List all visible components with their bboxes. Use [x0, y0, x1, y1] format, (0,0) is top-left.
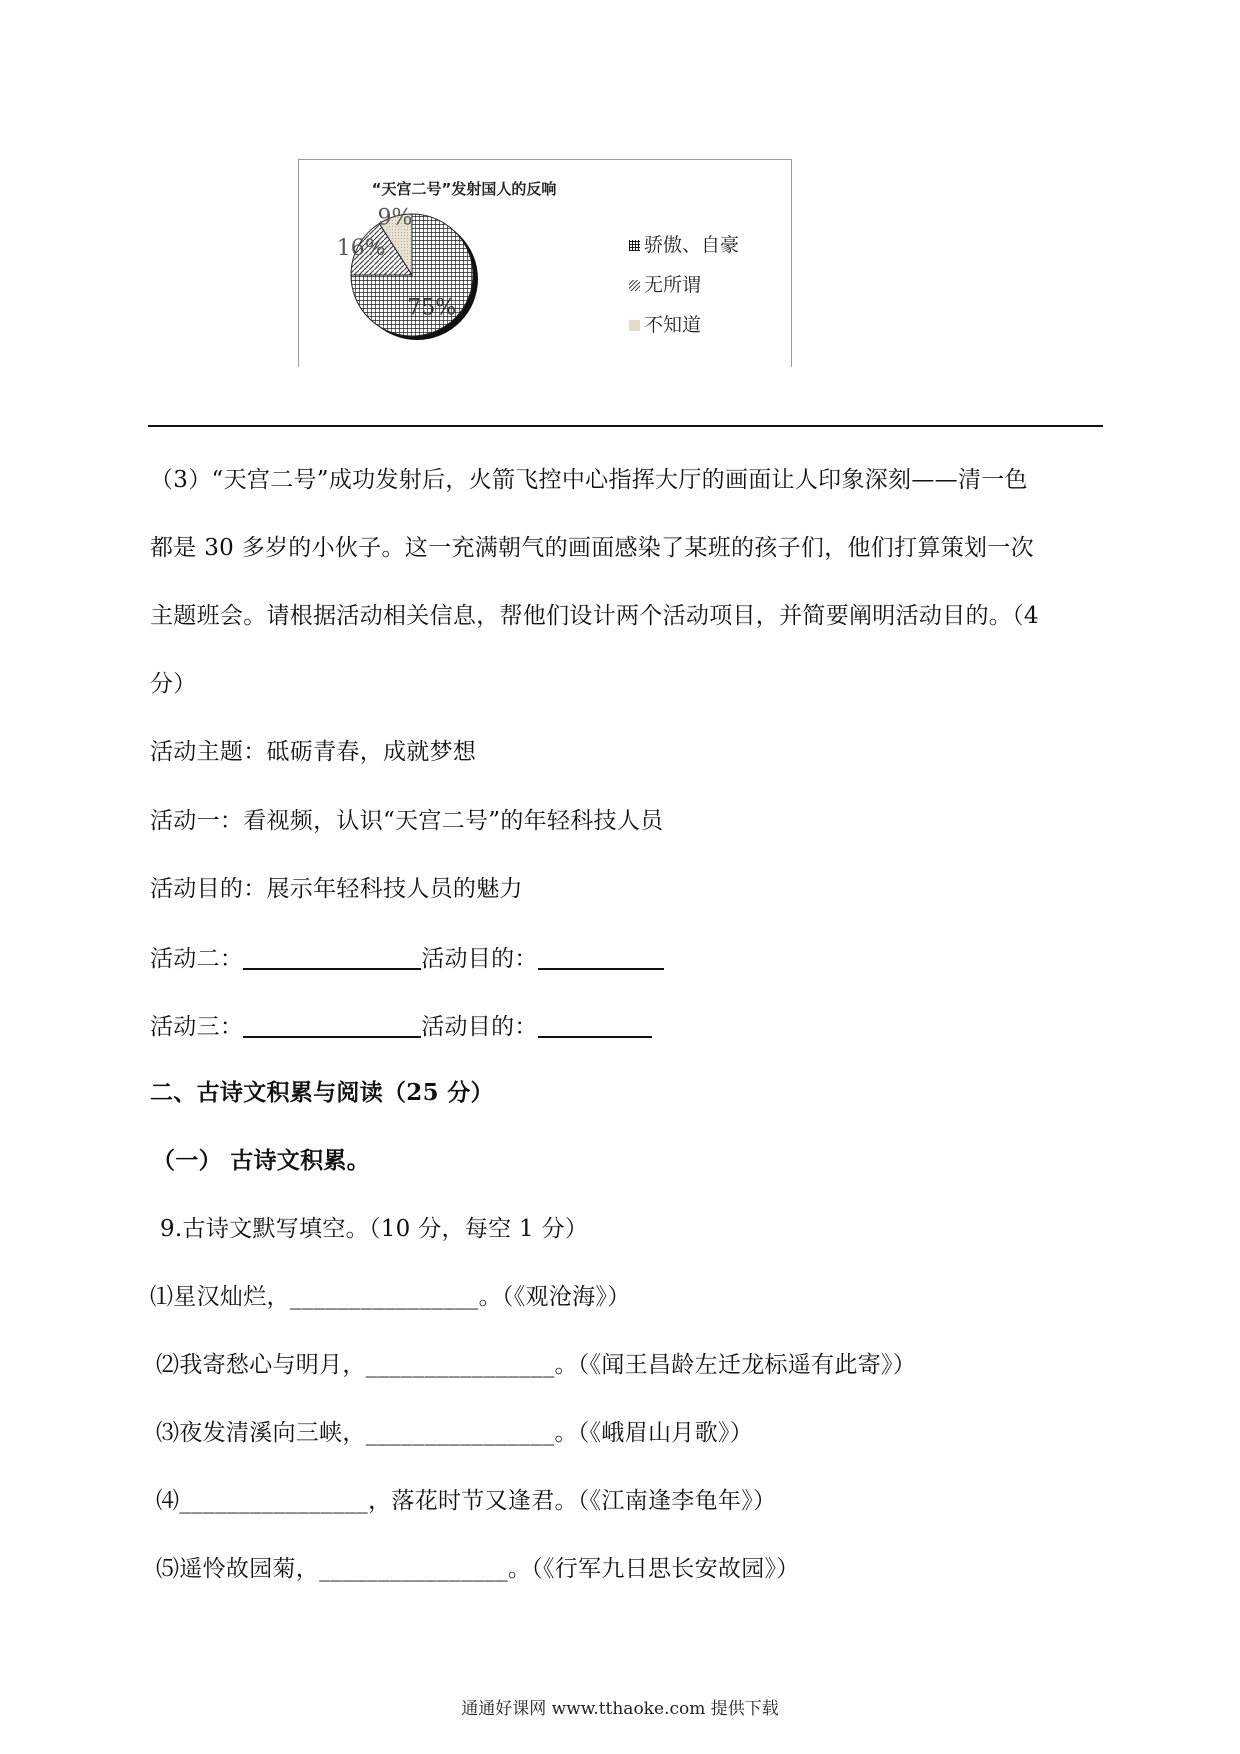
- legend-label: 无所谓: [644, 274, 702, 296]
- legend-item-unknown: [629, 310, 701, 337]
- diagonal-swatch-icon: [629, 280, 640, 291]
- activity-2-label: 活动二：: [150, 946, 244, 972]
- pie-data-label: 9%: [377, 205, 413, 231]
- divider-line: [148, 425, 1103, 427]
- activity-2-blank[interactable]: [243, 942, 421, 970]
- activity-2-purpose-label: 活动目的：: [421, 946, 538, 972]
- activity-3-blank[interactable]: [243, 1010, 421, 1038]
- legend-item-proud: [629, 230, 739, 257]
- activity-3-row: [150, 1010, 652, 1042]
- activity-1-purpose: 活动目的：展示年轻科技人员的魅力: [150, 876, 523, 902]
- pie-data-label: 16%: [336, 236, 386, 262]
- dotted-swatch-icon: [629, 320, 640, 331]
- activity-2-purpose-blank[interactable]: [538, 942, 664, 970]
- question-9: 9.古诗文默写填空。（10 分，每空 1 分）: [160, 1216, 589, 1242]
- activity-1: 活动一：看视频，认识“天宫二号”的年轻科技人员: [150, 808, 664, 834]
- legend-label: 不知道: [644, 314, 702, 336]
- poem-item-5: ⑸遥怜故园菊，________________。（《行军九日思长安故园》）: [156, 1556, 800, 1582]
- legend-label: 骄傲、自豪: [644, 234, 740, 256]
- pie-data-label: 75%: [407, 295, 457, 321]
- section-2-subheading: （一） 古诗文积累。: [152, 1147, 371, 1174]
- page-footer: 通通好课网 www.tthaoke.com 提供下载: [461, 1699, 779, 1719]
- question-3-line-1: （3）“天宫二号”成功发射后，火箭飞控中心指挥大厅的画面让人印象深刻——清一色: [150, 467, 1028, 493]
- activity-3-label: 活动三：: [150, 1014, 244, 1040]
- question-3-line-3: 主题班会。请根据活动相关信息，帮他们设计两个活动项目，并简要阐明活动目的。（4: [150, 603, 1039, 629]
- chart-title: “天宫二号”发射国人的反响: [371, 180, 557, 198]
- grid-swatch-icon: [629, 240, 640, 251]
- pie-chart: [299, 160, 793, 368]
- pie-chart-frame: [298, 159, 792, 367]
- section-2-heading: 二、古诗文积累与阅读（25 分）: [150, 1079, 494, 1106]
- question-3-line-4: 分）: [150, 671, 197, 697]
- poem-item-4: ⑷________________，落花时节又逢君。（《江南逢李龟年》）: [156, 1488, 777, 1514]
- poem-item-3: ⑶夜发清溪向三峡，________________。（《峨眉山月歌》）: [156, 1420, 753, 1446]
- poem-item-1: ⑴星汉灿烂，________________。（《观沧海》）: [150, 1284, 631, 1310]
- legend-item-indifferent: [629, 270, 701, 297]
- activity-3-purpose-blank[interactable]: [538, 1010, 652, 1038]
- activity-3-purpose-label: 活动目的：: [421, 1014, 538, 1040]
- activity-theme: 活动主题：砥砺青春，成就梦想: [150, 739, 477, 765]
- poem-item-2: ⑵我寄愁心与明月，________________。（《闻王昌龄左迁龙标遥有此寄》）: [156, 1352, 917, 1378]
- question-3-line-2: 都是 30 多岁的小伙子。这一充满朝气的画面感染了某班的孩子们，他们打算策划一次: [150, 535, 1034, 561]
- activity-2-row: [150, 942, 664, 974]
